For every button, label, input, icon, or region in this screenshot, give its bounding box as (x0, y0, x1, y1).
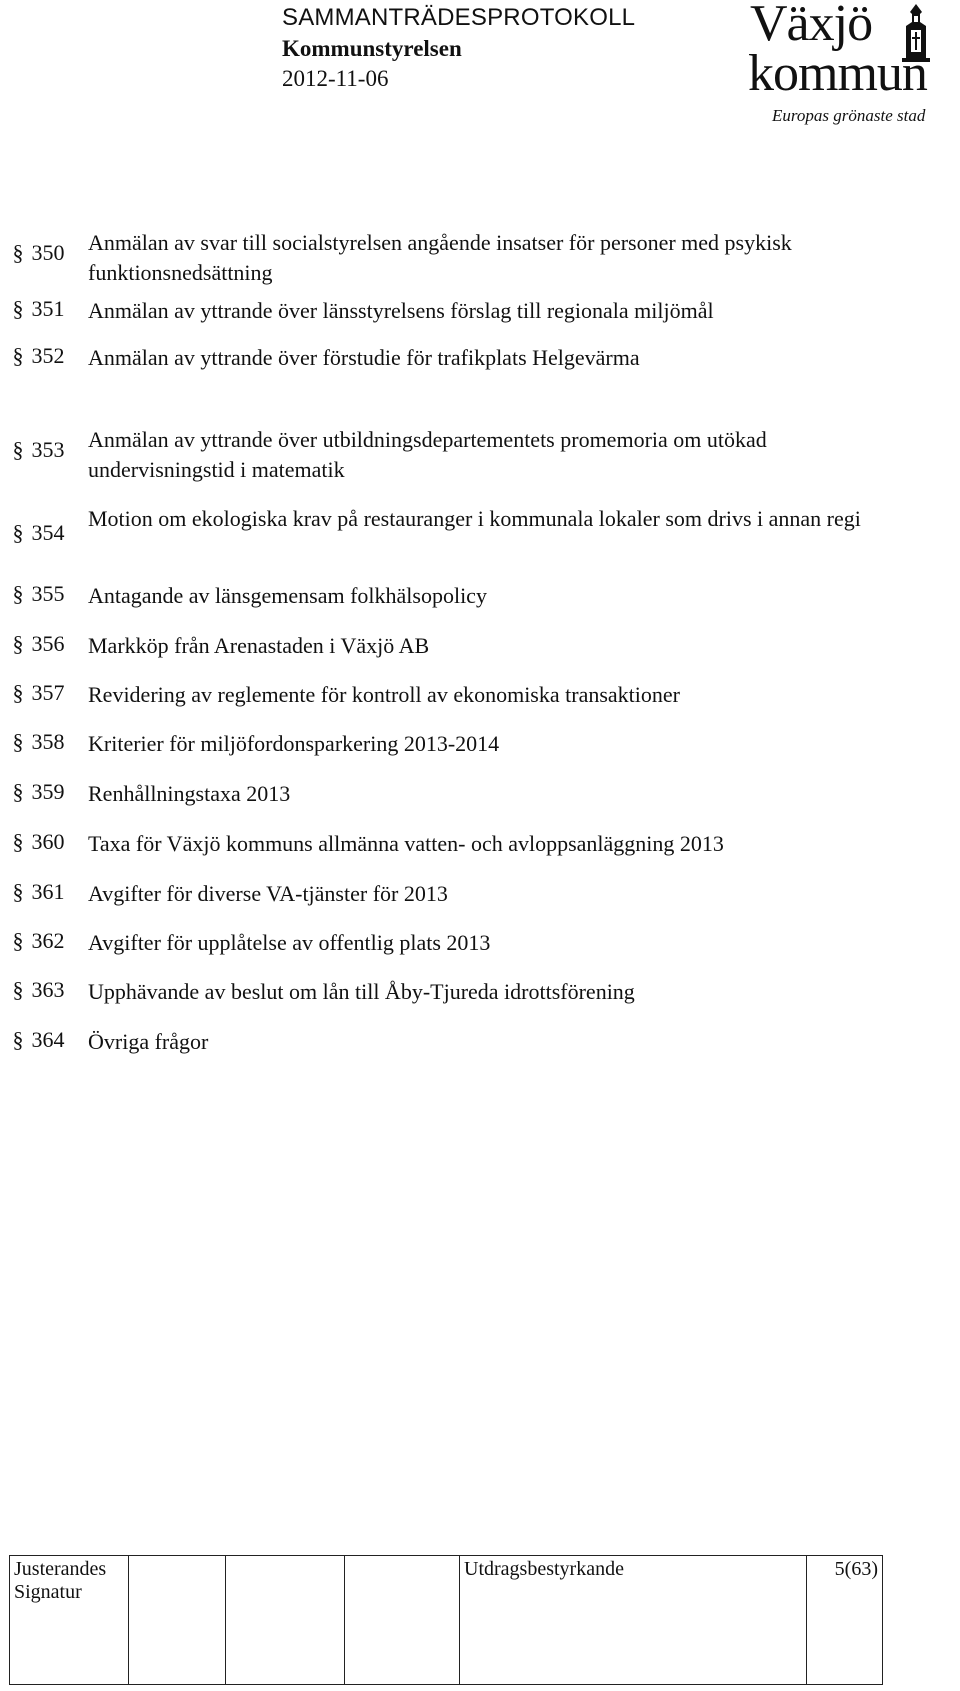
agenda-item (0, 581, 960, 611)
item-number: 356 (31, 631, 65, 656)
item-title: Upphävande av beslut om lån till Åby-Tjureda idrottsförening (88, 979, 635, 1004)
agenda-item (0, 228, 960, 288)
section-symbol: § (12, 1027, 24, 1052)
agenda-item (0, 779, 960, 809)
agenda-item (0, 296, 960, 326)
utdrag-cell (460, 1556, 807, 1685)
item-title: Övriga frågor (88, 1029, 209, 1054)
item-title: Anmälan av yttrande över förstudie för trafikplats Helgevärma (88, 345, 640, 370)
page-number: 5 (834, 1558, 845, 1580)
agenda-item (0, 425, 960, 485)
item-title: Avgifter för diverse VA-tjänster för 2013 (88, 881, 448, 906)
item-number: 363 (31, 977, 65, 1002)
item-number: 355 (31, 581, 65, 606)
item-number: 351 (31, 296, 65, 321)
section-symbol: § (12, 829, 24, 854)
logo-tagline: Europas grönaste stad (772, 106, 926, 125)
page-total: (63) (844, 1558, 878, 1580)
item-title: Anmälan av yttrande över utbildningsdepartementets promemoria om utökad undervisningstid i matematik (88, 427, 767, 482)
section-symbol: § (12, 680, 24, 705)
section-symbol: § (12, 520, 24, 545)
section-symbol: § (12, 581, 24, 606)
item-number: 354 (31, 520, 65, 545)
item-title: Anmälan av yttrande över länsstyrelsens förslag till regionala miljömål (88, 298, 714, 323)
logo-word-2: kommun (748, 45, 927, 102)
justerandes-label: Justerandes (14, 1558, 107, 1580)
agenda-item (0, 928, 960, 958)
agenda-item (0, 1027, 960, 1057)
section-symbol: § (12, 729, 24, 754)
item-number: 350 (31, 240, 65, 265)
section-symbol: § (12, 928, 24, 953)
agenda-item (0, 729, 960, 759)
item-number: 358 (31, 729, 65, 754)
meeting-date: 2012-11-06 (282, 66, 389, 91)
item-number: 357 (31, 680, 65, 705)
item-number: 353 (31, 437, 65, 462)
section-symbol: § (12, 343, 24, 368)
signature-box-3 (345, 1556, 460, 1685)
signature-box-2 (226, 1556, 345, 1685)
item-title: Motion om ekologiska krav på restauranger i kommunala lokaler som drivs i annan regi (88, 506, 861, 531)
section-symbol: § (12, 296, 24, 321)
signature-box-1 (129, 1556, 226, 1685)
agenda-item (0, 631, 960, 661)
committee-name: Kommunstyrelsen (282, 36, 462, 61)
vaxjo-kommun-logo (748, 0, 960, 130)
item-number: 352 (31, 343, 65, 368)
utdrag-label: Utdragsbestyrkande (464, 1558, 624, 1580)
section-symbol: § (12, 977, 24, 1002)
section-symbol: § (12, 437, 24, 462)
item-title: Revidering av reglemente för kontroll av ekonomiska transaktioner (88, 682, 680, 707)
logo-word-1: Växjö (750, 0, 873, 52)
justerandes-cell (10, 1556, 129, 1685)
item-number: 359 (31, 779, 65, 804)
agenda-item (0, 343, 960, 373)
item-title: Taxa för Växjö kommuns allmänna vatten- och avloppsanläggning 2013 (88, 831, 724, 856)
item-title: Kriterier för miljöfordonsparkering 2013-2014 (88, 731, 500, 756)
page-number-cell (807, 1556, 883, 1685)
agenda-item (0, 977, 960, 1007)
signatur-label: Signatur (14, 1581, 82, 1603)
item-title: Antagande av länsgemensam folkhälsopolicy (88, 583, 487, 608)
document-title: SAMMANTRÄDESPROTOKOLL (282, 4, 636, 31)
signature-footer (9, 1555, 883, 1685)
agenda-item (0, 879, 960, 909)
item-number: 362 (31, 928, 65, 953)
section-symbol: § (12, 879, 24, 904)
signature-table (9, 1555, 883, 1685)
section-symbol: § (12, 240, 24, 265)
item-number: 364 (31, 1027, 65, 1052)
section-symbol: § (12, 631, 24, 656)
section-symbol: § (12, 779, 24, 804)
item-title: Markköp från Arenastaden i Växjö AB (88, 633, 430, 658)
agenda-item (0, 680, 960, 710)
item-title: Renhållningstaxa 2013 (88, 781, 291, 806)
agenda-item (0, 829, 960, 859)
item-number: 360 (31, 829, 65, 854)
agenda-item (0, 504, 960, 564)
item-title: Avgifter för upplåtelse av offentlig plats 2013 (88, 930, 491, 955)
item-title: Anmälan av svar till socialstyrelsen angående insatser för personer med psykisk funktionsnedsättning (88, 230, 792, 285)
item-number: 361 (31, 879, 65, 904)
